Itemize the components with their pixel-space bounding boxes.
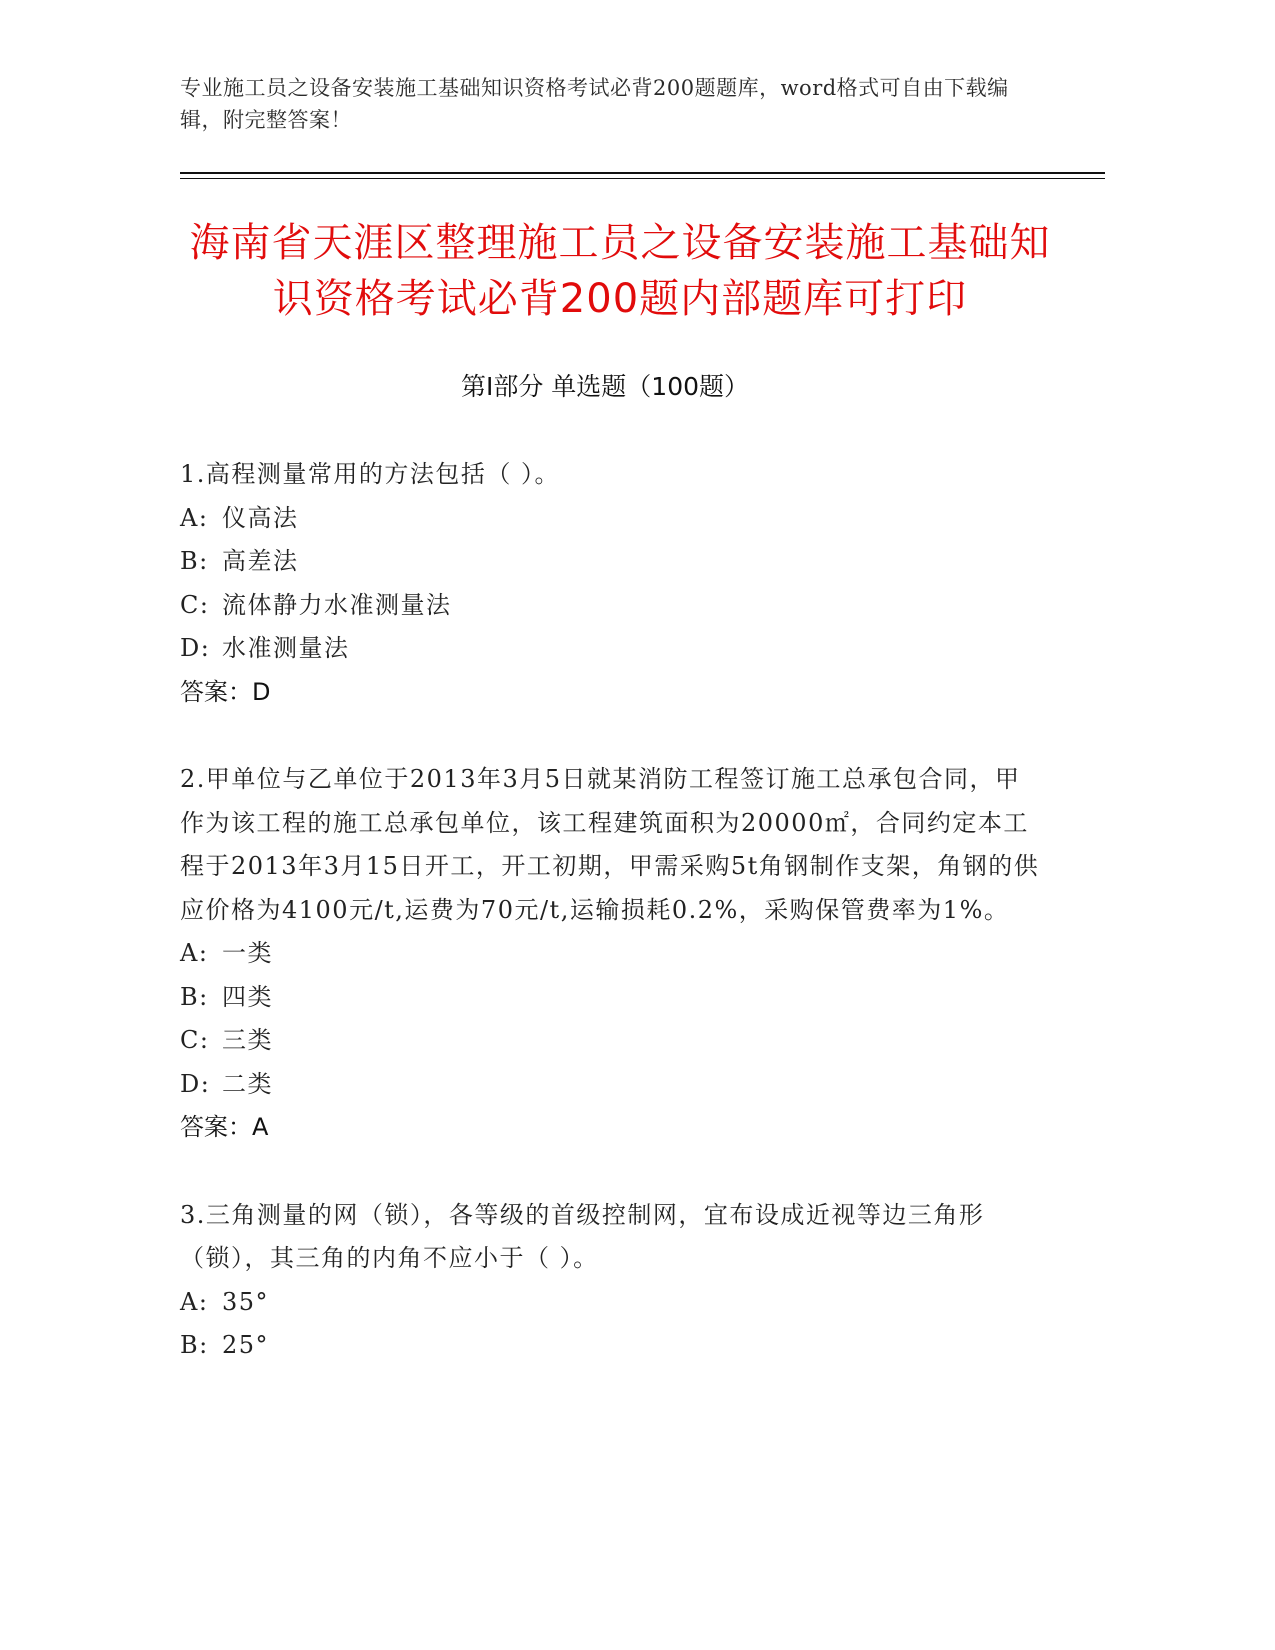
option-b [180, 976, 1040, 1020]
option-letter: D: [180, 634, 211, 662]
option-letter: A: [180, 939, 209, 967]
document-title: 海南省天涯区整理施工员之设备安装施工基础知识资格考试必背200题内部题库可打印 [189, 220, 1051, 322]
option-text: 三类 [222, 1026, 273, 1054]
option-text: 一类 [222, 939, 273, 967]
option-letter: B: [180, 982, 209, 1011]
question-stem: 3.三角测量的网（锁），各等级的首级控制网，宜布设成近视等边三角形（锁），其三角的内角不应小于（ ）。 [180, 1200, 985, 1272]
answer: 答案：D [180, 677, 271, 706]
option-d [180, 1063, 1040, 1107]
option-text: 高差法 [222, 547, 299, 575]
option-b [180, 1324, 1040, 1368]
option-letter: A: [180, 503, 209, 532]
question-2 [180, 758, 1040, 1150]
option-text: 仪高法 [222, 503, 299, 532]
option-a [180, 1281, 1040, 1325]
option-letter: C: [180, 1026, 210, 1054]
option-b [180, 540, 1040, 584]
answer: 答案：A [180, 1113, 269, 1141]
option-letter: B: [180, 1331, 209, 1359]
option-text: 35° [222, 1287, 270, 1316]
option-text: 25° [222, 1331, 270, 1359]
option-text: 四类 [222, 982, 273, 1011]
question-3 [180, 1194, 1040, 1368]
question-stem: 1.高程测量常用的方法包括（ ）。 [180, 460, 561, 488]
option-c [180, 1019, 1040, 1063]
option-c [180, 584, 1040, 628]
header-divider-thin [180, 178, 1105, 179]
option-a [180, 497, 1040, 541]
option-text: 水准测量法 [222, 634, 350, 662]
option-text: 二类 [222, 1069, 273, 1098]
question-1 [180, 453, 1040, 714]
question-stem: 2.甲单位与乙单位于2013年3月5日就某消防工程签订施工总承包合同，甲作为该工程的施工总承包单位，该工程建筑面积为20000㎡，合同约定本工程于2013年3月15日开工，开工初期，甲需采购5t角钢制作支架，角钢的供应价格为4100元/t,运费为70元/t,运输损耗0.2%，采购保管费率为1%。 [180, 765, 1040, 924]
option-letter: B: [180, 547, 209, 575]
option-letter: A: [180, 1287, 209, 1316]
option-letter: C: [180, 590, 210, 619]
option-a [180, 932, 1040, 976]
header-divider-thick [180, 172, 1105, 174]
option-letter: D: [180, 1069, 211, 1098]
question-list [180, 453, 1040, 1412]
option-text: 流体静力水准测量法 [222, 590, 452, 619]
section-title: 第Ⅰ部分 单选题（100题） [460, 372, 750, 401]
header-note: 专业施工员之设备安装施工基础知识资格考试必背200题题库，word格式可自由下载编辑，附完整答案！ [180, 76, 1009, 132]
option-d [180, 627, 1040, 671]
